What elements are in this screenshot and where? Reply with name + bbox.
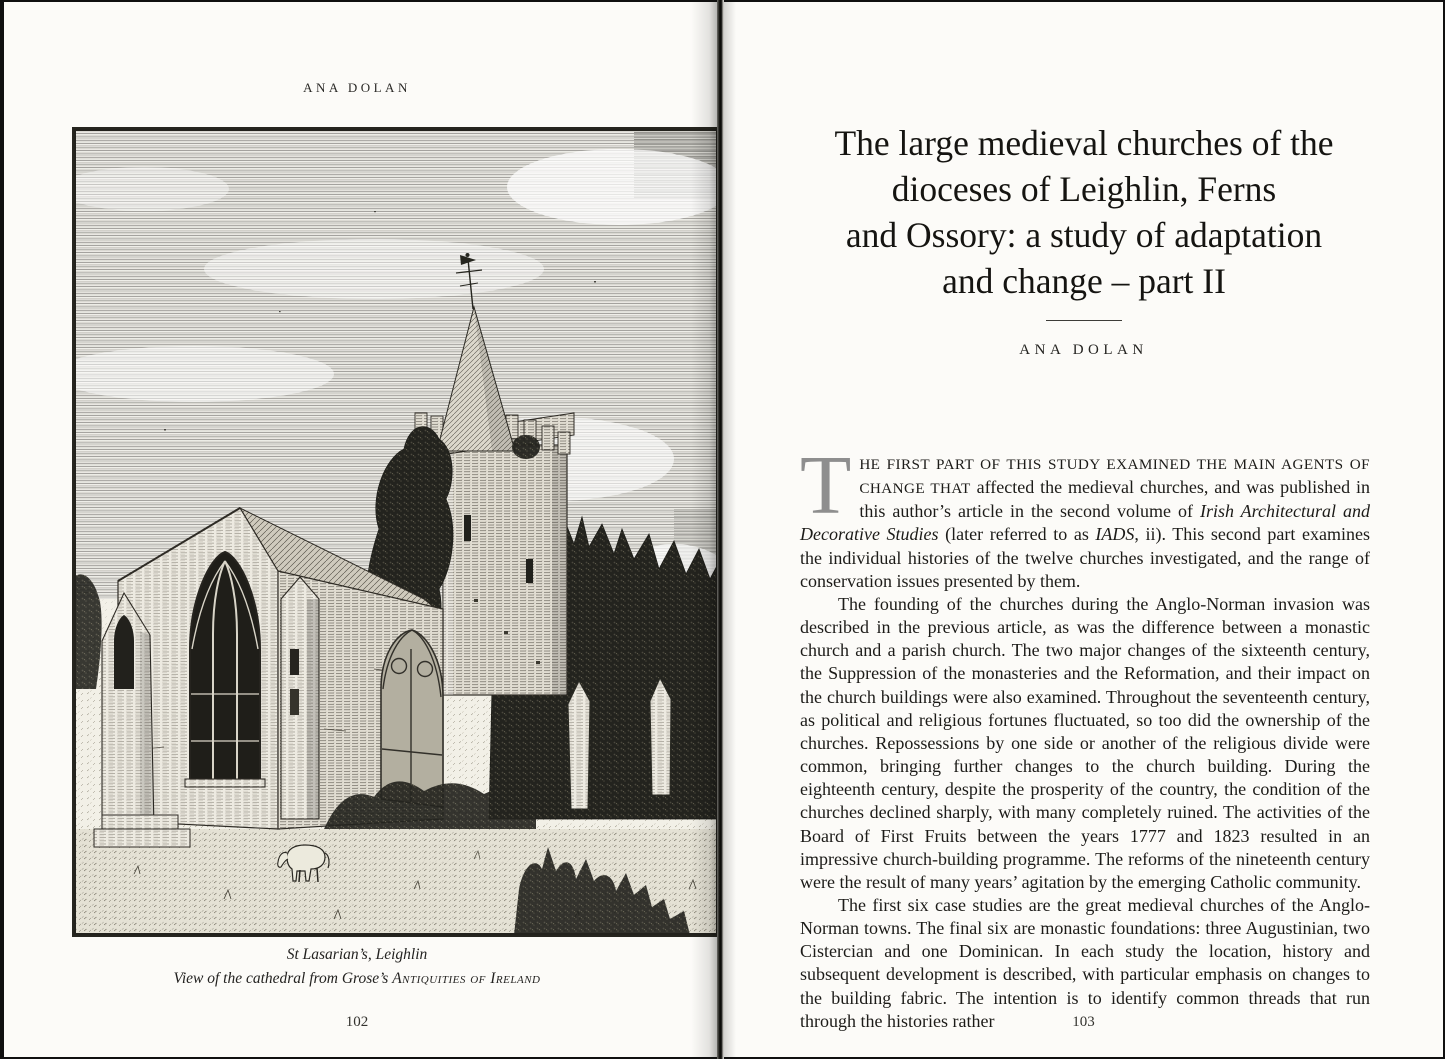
engraving-image: [74, 129, 718, 935]
book-gutter: [717, 0, 724, 1059]
title-line3: and Ossory: a study of adaptation: [845, 215, 1323, 255]
paragraph-1: THE FIRST PART OF THIS STUDY EXAMINED THE MAIN AGENTS OF CHANGE THAT affected the medieval churches, and was published in this author’s article in the second volume of Irish Architectural and Decorative Studies (later referred to as IADS, ii). This second part examines the individual histories of the twelve churches investigated, and the range of conservation issues presented by them.: [800, 439, 1370, 591]
opening-small-caps: HE FIRST PART OF THIS STUDY EXAMINED THE MAIN AGENTS OF CHANGE THAT: [859, 456, 1370, 498]
running-head-author: ANA DOLAN: [303, 80, 411, 95]
engraving-tower-foliage: [512, 435, 540, 459]
title-line1: The large medieval churches of the: [834, 123, 1334, 163]
title-line4: and change – part II: [942, 261, 1226, 301]
engraving-porch-pier: [281, 577, 319, 819]
title-line2: dioceses of Leighlin, Ferns: [891, 169, 1277, 209]
page-number-left: 102: [345, 1014, 369, 1030]
caption-work-title: Antiquities of Ireland: [392, 970, 541, 987]
book-page-left: [4, 2, 717, 1057]
engraving-caption: [67, 943, 647, 991]
page-number-right: 103: [1072, 1014, 1095, 1030]
article-title: [760, 120, 1408, 304]
article-body: [800, 439, 1370, 1033]
paragraph-3: The first six case studies are the great medieval churches of the Anglo-Norman towns. The final six are monastic foundations: three Augustinian, two Cistercian and one Dominican. In each study the location, history and subsequent development is described, with particular emphasis on changes to the building fabric. The intention is to identify common threads that run through the histories rather: [800, 894, 1370, 1031]
book-page-right: [724, 2, 1443, 1057]
paragraph-2: The founding of the churches during the Anglo-Norman invasion was described in the previous article, as was the difference between a monastic church and a parish church. The two major changes of the sixteenth century, the Suppression of the monasteries and the Reformation, and their impact on the church buildings were also examined. Throughout the seventeenth century, as political and religious fortunes fluctuated, so too did the ownership of the churches. Repossessions by one side or another of the religious divide were common, bringing further changes to the church building. During the eighteenth century, despite the prosperity of the country, the condition of the churches declined sharply, with many completely ruined. The activities of the Board of First Fruits between the years 1777 and 1823 resulted in an impressive church-building programme. The reforms of the nineteenth century were the result of many years’ agitation by the emerging Catholic community.: [800, 593, 1370, 892]
drop-cap: T: [800, 439, 852, 532]
article-author: ANA DOLAN: [1019, 342, 1148, 358]
title-rule: [1046, 320, 1122, 321]
caption-line2: View of the cathedral from Grose’s Antiquities of Ireland: [173, 970, 541, 987]
engraving-st-lasarians-leighlin: [72, 127, 720, 937]
journal-abbrev-italic: IADS: [1095, 524, 1135, 545]
engraving-south-window: [381, 630, 443, 807]
caption-line1: St Lasarian’s, Leighlin: [286, 946, 428, 963]
journal-title-italic: Irish Architectural and Decorative Studies: [800, 501, 1370, 545]
